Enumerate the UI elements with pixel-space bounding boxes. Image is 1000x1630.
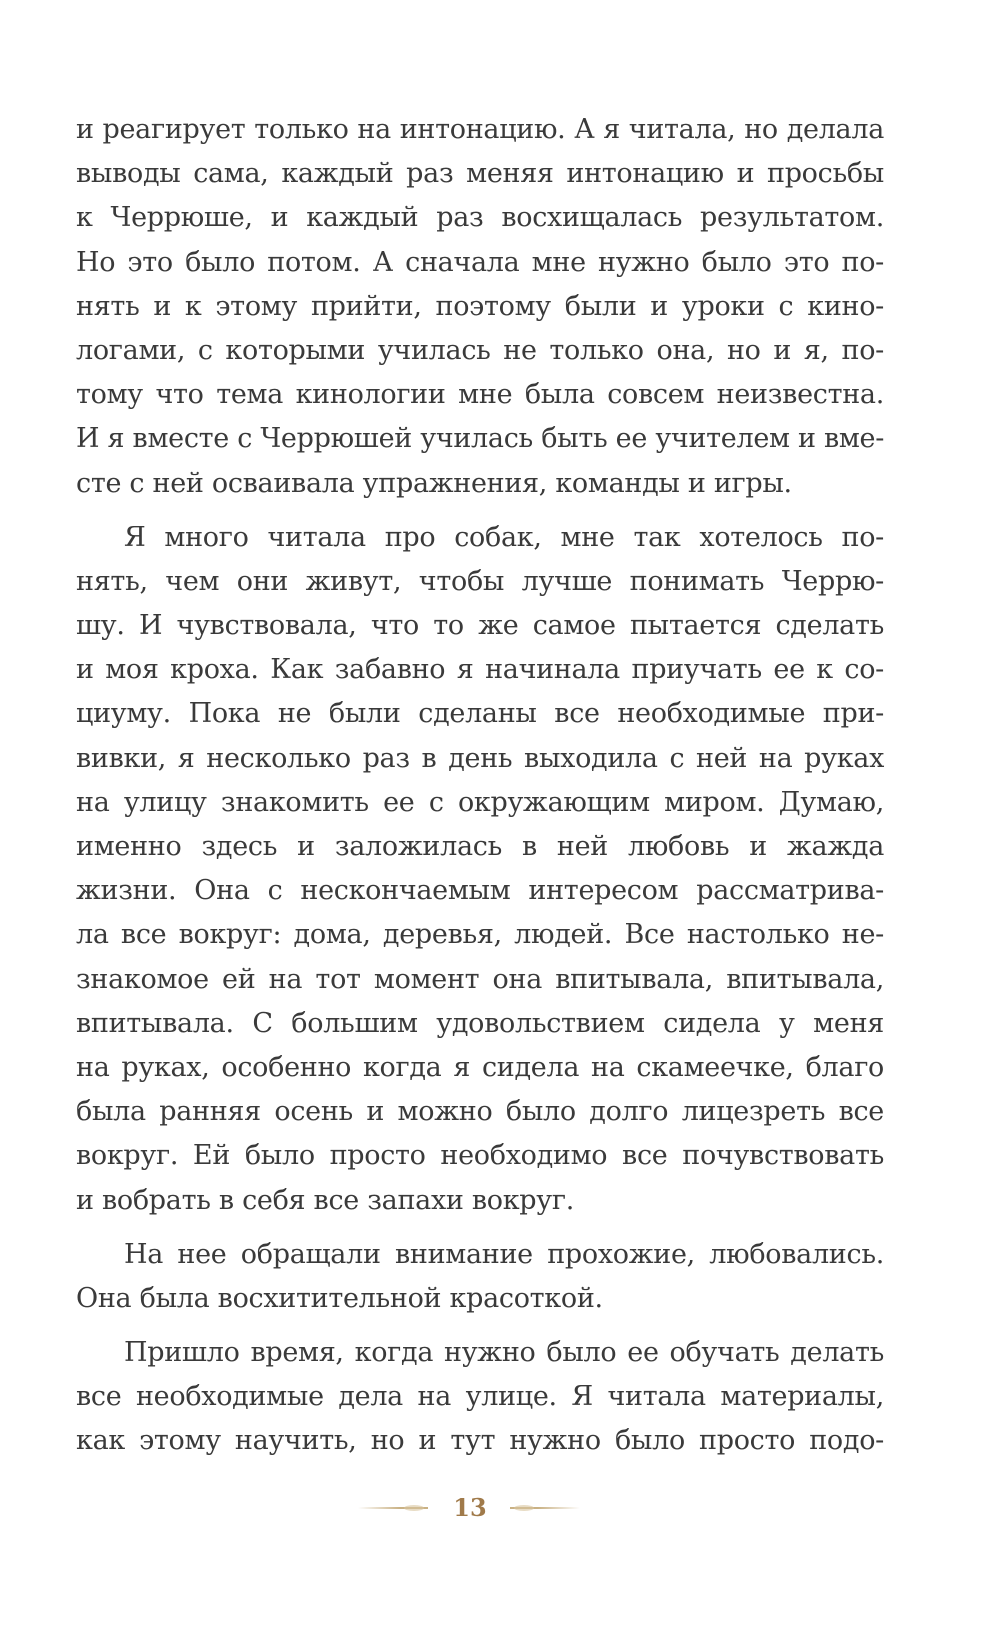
text-line: тому что тема кинологии мне была совсем неизвестна.: [76, 379, 884, 411]
text-line: логами, с которыми училась не только она, но и я, по-: [76, 334, 884, 366]
text-line: знакомое ей на тот момент она впитывала, впитывала,: [76, 963, 884, 995]
text-line: и моя кроха. Как забавно я начинала приучать ее к со-: [76, 654, 884, 686]
text-line: сте с ней осваивала упражнения, команды и игры.: [76, 467, 792, 499]
text-line: выводы сама, каждый раз меняя интонацию и просьбы: [76, 158, 884, 190]
text-line: к Черрюше, и каждый раз восхищалась результатом.: [76, 202, 884, 234]
text-line: все необходимые дела на улице. Я читала материалы,: [76, 1381, 884, 1413]
text-line: ла все вокруг: дома, деревья, людей. Все настолько не-: [76, 919, 884, 951]
text-line: на улицу знакомить ее с окружающим миром. Думаю,: [76, 786, 884, 818]
ornament-right-flourish-icon: [510, 1507, 580, 1509]
paragraph-4: [76, 1331, 884, 1464]
paragraph-3: [76, 1233, 884, 1321]
ornament-left-flourish-icon: [358, 1507, 428, 1509]
paragraph-1: [76, 108, 884, 506]
text-line: вокруг. Ей было просто необходимо все почувствовать: [76, 1140, 884, 1172]
text-line: Но это было потом. А сначала мне нужно было это по-: [76, 246, 884, 278]
text-line: была ранняя осень и можно было долго лицезреть все: [76, 1096, 884, 1128]
text-line: вивки, я несколько раз в день выходила с ней на руках: [76, 742, 884, 774]
text-line: нять, чем они живут, чтобы лучше понимать Черрю-: [76, 565, 884, 597]
text-line: Пришло время, когда нужно было ее обучать делать: [124, 1337, 884, 1369]
text-line: впитывала. С большим удовольствием сидела у меня: [76, 1007, 884, 1039]
paragraph-2: [76, 516, 884, 1223]
text-line: шу. И чувствовала, что то же самое пытается сделать: [76, 610, 884, 642]
body-text: [76, 108, 884, 1464]
page-footer: [0, 1488, 1000, 1528]
text-line: На нее обращали внимание прохожие, любовались.: [124, 1238, 884, 1270]
text-line: Она была восхитительной красоткой.: [76, 1282, 603, 1314]
text-line: и вобрать в себя все запахи вокруг.: [76, 1184, 574, 1216]
text-line: как этому научить, но и тут нужно было просто подо-: [76, 1425, 884, 1457]
text-line: нять и к этому прийти, поэтому были и уроки с кино-: [76, 290, 884, 322]
text-line: И я вместе с Черрюшей училась быть ее учителем и вме-: [76, 423, 885, 455]
page-number: 13: [453, 1493, 487, 1522]
text-line: на руках, особенно когда я сидела на скамеечке, благо: [76, 1051, 884, 1083]
text-line: и реагирует только на интонацию. А я читала, но делала: [76, 114, 884, 145]
text-line: циуму. Пока не были сделаны все необходимые при-: [76, 698, 884, 730]
text-line: Я много читала про собак, мне так хотелось по-: [124, 521, 884, 553]
text-line: жизни. Она с нескончаемым интересом рассматрива-: [76, 875, 884, 907]
text-line: именно здесь и заложилась в ней любовь и жажда: [76, 831, 884, 862]
